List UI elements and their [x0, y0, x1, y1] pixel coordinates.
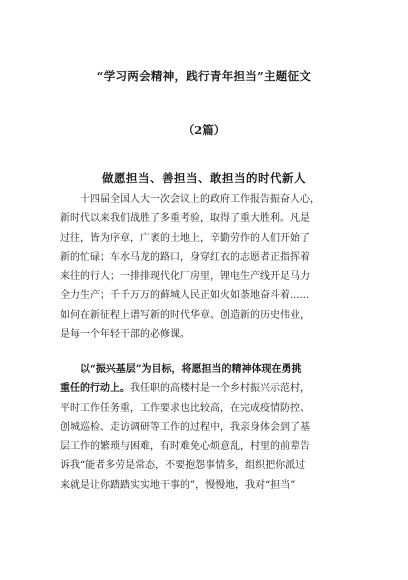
- paragraph-line: 新的忙碌；车水马龙的路口，身穿红衣的志愿者正指挥着: [60, 251, 310, 263]
- paragraph-line: 如何在新征程上谱写新的时代华章、创造新的历史伟业，: [60, 309, 310, 321]
- paragraph-line: 过往，皆为序章，广袤的土地上，辛勤劳作的人们开始了: [60, 232, 310, 244]
- paragraph-line: 创城巡检、走访调研等工作的过程中，我亲身体会到了基: [60, 421, 310, 433]
- paragraph-line: 层工作的繁琐与困难，有时难免心烦意乱，村里的前辈告: [60, 441, 310, 453]
- paragraph-line: 十四届全国人大一次会议上的政府工作报告振奋人心，: [80, 194, 320, 205]
- paragraph-line: 平时工作任务重，工作要求也比较高，在完成疫情防控、: [60, 402, 310, 414]
- paragraph-line: 是每一个年轻干部的必修课。: [60, 329, 190, 341]
- article-count: （2篇）: [182, 123, 226, 137]
- section-title: 做愿担当、善担当、敢担当的时代新人: [102, 171, 306, 185]
- paragraph-line-rest: 我任职的高楼村是一个乡村振兴示范村，: [130, 383, 310, 395]
- paragraph-line: 新时代以来我们战胜了多重考验，取得了重大胜利。凡是: [60, 213, 310, 225]
- paragraph-2: [60, 360, 352, 495]
- paragraph-line: 来就是让你踏踏实实地干事的”，慢慢地，我对“担当”: [60, 479, 296, 491]
- paragraph-line: 全力生产；千千万万的藓城人民正如火如荼地奋斗着......: [60, 290, 310, 302]
- paragraph-line: 来往的行人；一排排现代化厂房里，锂电生产线开足马力: [60, 271, 310, 283]
- paragraph-lead-line: 以“振兴基层”为目标，将愿担当的精神体现在勇挑: [80, 364, 302, 375]
- paragraph-1: [60, 190, 352, 344]
- document-title: “学习两会精神，践行青年担当”主题征文: [96, 69, 312, 83]
- paragraph-lead-end: 重任的行动上。: [60, 383, 130, 395]
- paragraph-line: 诉我“能者多劳是常态，不要抱怨事情多，组织把你派过: [60, 460, 306, 472]
- paragraph-line: [60, 379, 352, 398]
